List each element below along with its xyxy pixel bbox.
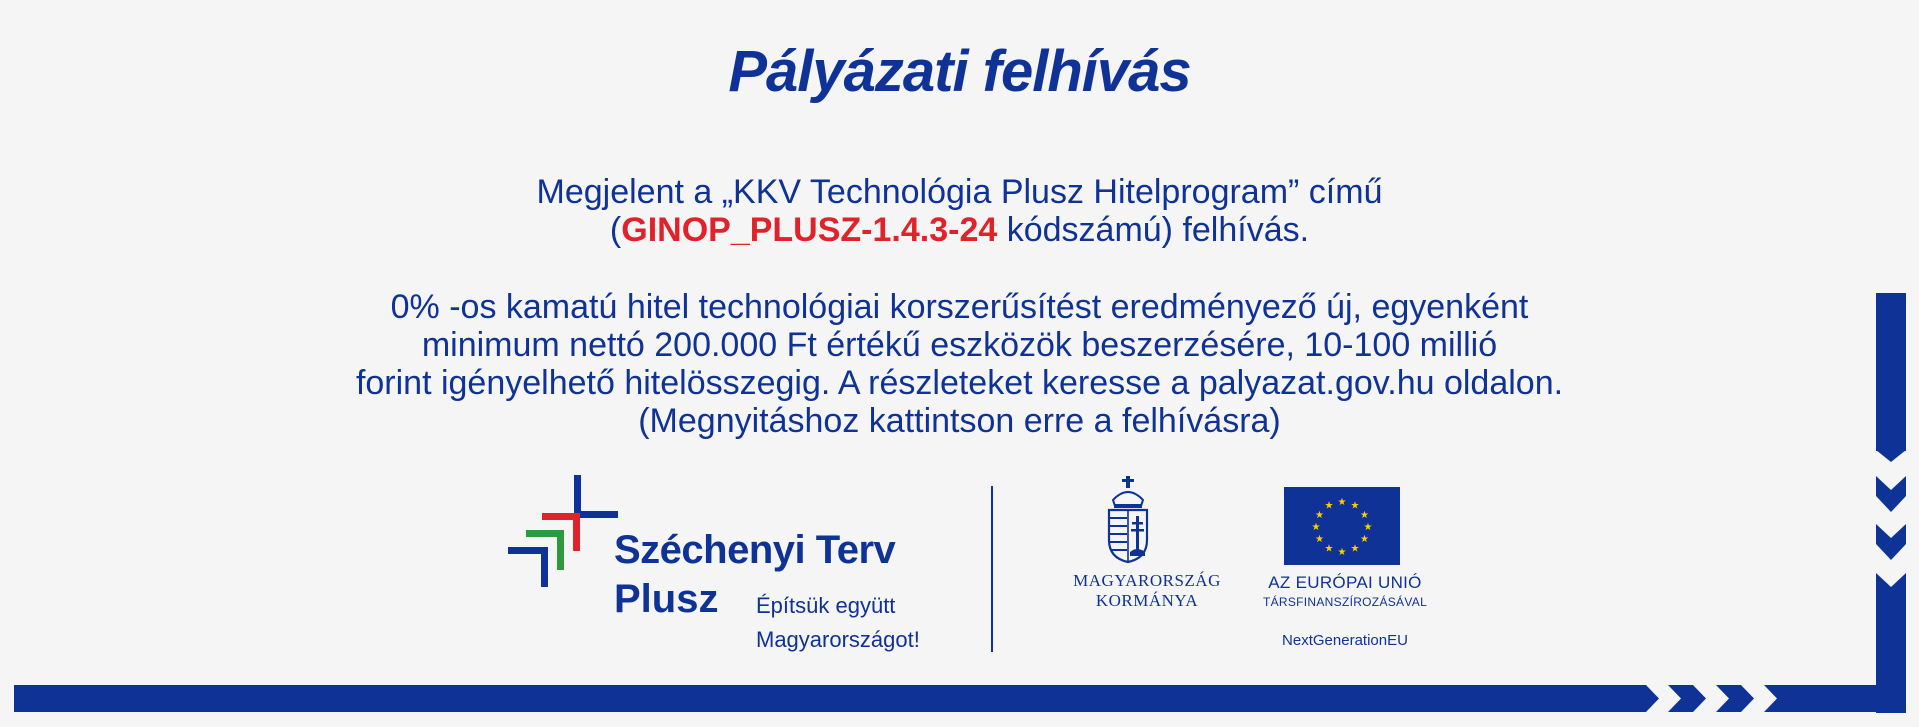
slogan-line-1: Építsük együtt (756, 593, 896, 618)
chevron-right-icon (1668, 685, 1708, 712)
svg-text:★: ★ (1315, 534, 1324, 545)
eu-line-2: TÁRSFINANSZÍROZÁSÁVAL (1262, 595, 1428, 609)
government-line-1: MAGYARORSZÁG (1073, 571, 1221, 590)
szechenyi-cross-icon (508, 475, 618, 587)
government-line-2: KORMÁNYA (1095, 591, 1199, 610)
svg-text:★: ★ (1324, 500, 1334, 512)
svg-text:★: ★ (1350, 500, 1360, 512)
announcement-line-1: Megjelent a „KKV Technológia Plusz Hitelprogram” című (536, 173, 1383, 211)
logo-divider (991, 486, 993, 652)
open-link-text[interactable]: (Megnyitáshoz kattintson erre a felhívásra) (638, 402, 1281, 440)
svg-text:★: ★ (1363, 522, 1373, 533)
eu-flag-icon (1284, 487, 1400, 565)
svg-text:★: ★ (1360, 534, 1369, 545)
svg-text:★: ★ (1360, 510, 1369, 521)
chevron-down-icon (1876, 440, 1906, 464)
svg-text:★: ★ (1337, 497, 1347, 508)
bottom-corner-bar (1764, 685, 1906, 712)
svg-text:★: ★ (1311, 522, 1321, 533)
page-title: Pályázati felhívás (728, 39, 1191, 104)
svg-text:★: ★ (1337, 547, 1347, 558)
details-line-2: minimum nettó 200.000 Ft értékű eszközök beszerzésére, 10-100 millió (421, 326, 1498, 364)
chevron-down-icon (1876, 476, 1906, 514)
svg-text:★: ★ (1324, 543, 1334, 555)
chevron-right-icon (1716, 685, 1756, 712)
slogan-line-2: Magyarországot! (756, 627, 920, 652)
szechenyi-terv-name: Széchenyi Terv (614, 528, 896, 572)
announcement-text[interactable] (0, 173, 1919, 249)
next-generation-eu-label: NextGenerationEU (1282, 632, 1408, 649)
hungarian-crest-icon (1105, 476, 1151, 564)
svg-text:★: ★ (1315, 510, 1324, 521)
chevron-right-icon (1640, 685, 1660, 712)
details-line-3: forint igényelhető hitelösszegig. A részleteket keresse a palyazat.gov.hu oldalon. (355, 364, 1564, 402)
szechenyi-plusz-label: Plusz (614, 577, 719, 621)
right-vertical-bar (1876, 293, 1906, 451)
svg-text:★: ★ (1350, 543, 1360, 555)
announcement-line-2: (GINOP_PLUSZ-1.4.3-24 kódszámú) felhívás. (609, 211, 1310, 249)
details-line-1: 0% -os kamatú hitel technológiai korszerűsítést eredményező új, egyenként (390, 288, 1529, 326)
program-code: GINOP_PLUSZ-1.4.3-24 (621, 211, 998, 249)
eu-line-1: AZ EURÓPAI UNIÓ (1268, 573, 1422, 592)
bottom-horizontal-bar (14, 685, 1644, 712)
details-text[interactable] (0, 288, 1919, 440)
chevron-down-icon (1876, 524, 1906, 562)
